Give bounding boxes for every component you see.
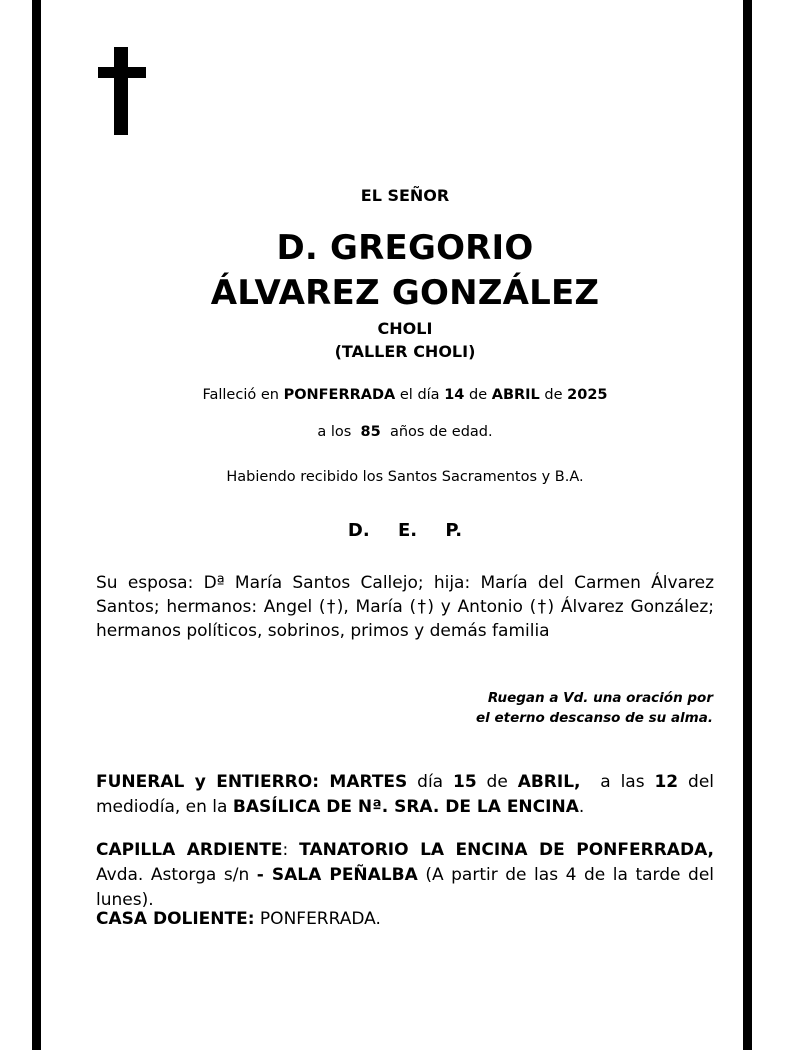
- honorific: EL SEÑOR: [360, 186, 450, 205]
- business-name: (TALLER CHOLI): [334, 342, 476, 361]
- death-info: Falleció en PONFERRADA el día 14 de ABRIL de 2025: [202, 387, 608, 403]
- nickname: CHOLI: [377, 319, 433, 338]
- death-place: PONFERRADA: [283, 387, 396, 403]
- age-info: a los 85 años de edad.: [317, 424, 493, 440]
- prayer-text: Ruegan a Vd. una oración por el eterno descanso de su alma.: [476, 690, 713, 726]
- deceased-name-line2: ÁLVAREZ GONZÁLEZ: [210, 273, 600, 313]
- mourning-house-info: CASA DOLIENTE: PONFERRADA.: [96, 909, 381, 929]
- age-value: 85: [360, 424, 381, 440]
- sacraments-text: Habiendo recibido los Santos Sacramentos y B.A.: [226, 469, 584, 485]
- chapel-room: - SALA PEÑALBA: [256, 865, 418, 885]
- dep-text: D. E. P.: [347, 520, 463, 541]
- chapel-label: CAPILLA ARDIENTE: [96, 840, 283, 860]
- funeral-label: FUNERAL y ENTIERRO: MARTES: [96, 772, 408, 792]
- funeral-info: FUNERAL y ENTIERRO: MARTES día 15 de ABRIL, a las 12 del mediodía, en la BASÍLICA DE Nª. SRA. DE LA ENCINA.: [96, 772, 714, 817]
- chapel-info: CAPILLA ARDIENTE: TANATORIO LA ENCINA DE PONFERRADA, Avda. Astorga s/n - SALA PEÑALBA (A partir de las 4 de la tarde del lunes).: [96, 840, 715, 910]
- mourning-house-label: CASA DOLIENTE:: [96, 909, 255, 929]
- death-year: 2025: [567, 387, 608, 403]
- death-month: ABRIL: [491, 387, 540, 403]
- funeral-place: BASÍLICA DE Nª. SRA. DE LA ENCINA: [232, 797, 579, 817]
- deceased-name-line1: D. GREGORIO: [276, 228, 534, 268]
- death-day: 14: [444, 387, 465, 403]
- family-text: Su esposa: Dª María Santos Callejo; hija: María del Carmen Álvarez Santos; hermanos: Angel (†), María (†) y Antonio (†) Álvarez González; hermanos políticos, sobrinos, primos y demás familia: [96, 573, 714, 641]
- chapel-place: TANATORIO LA ENCINA DE PONFERRADA,: [299, 840, 715, 860]
- cross-icon: [98, 47, 146, 135]
